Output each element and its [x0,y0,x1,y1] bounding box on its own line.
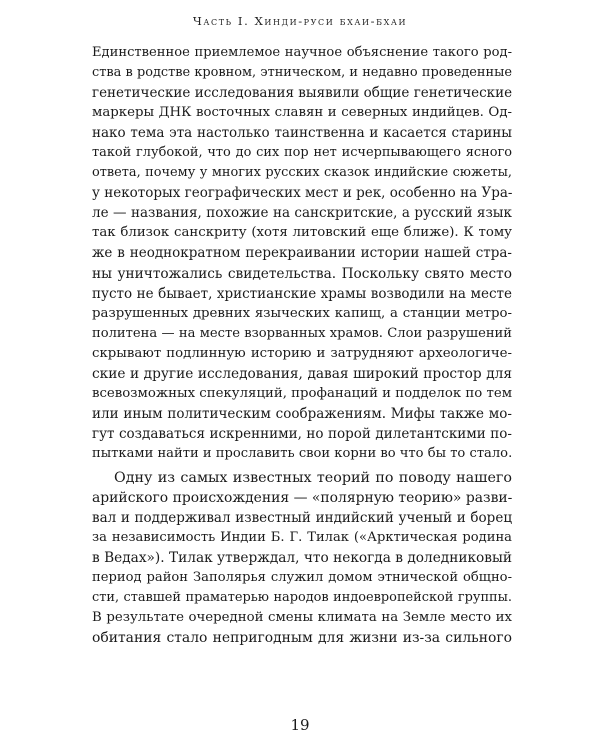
running-head: Часть I. Хинди-руси бхаи-бхаи [192,14,408,28]
text-line: ны уничтожались свидетельства. Поскольку свято место [92,265,512,282]
text-line: за независимость Индии Б. Г. Тилак («Арктическая родина [92,530,512,546]
text-line: нако тема эта настолько таинственна и касается старины [92,125,512,142]
text-line: же в неоднократном перекраивании истории нашей стра- [92,245,512,262]
text-line: ские и другие исследования, давая широкий простор для [92,365,512,382]
text-line: период район Заполярья служил домом этнической общно- [92,570,512,586]
text-line: пусто не бывает, христианские храмы возводили на месте [92,285,512,302]
text-line: обитания стало непригодным для жизни из-за сильного [92,630,512,647]
paragraph [92,468,512,648]
text-line: гут создаваться искренними, но порой дилетантскими по- [92,425,512,442]
text-line: Одну из самых известных теорий по поводу нашего [114,469,512,486]
paragraph [92,43,512,464]
text-line: у некоторых географических мест и рек, особенно на Ура- [92,185,513,202]
text-line: генетические исследования выявили общие генетические [92,85,513,102]
text-line: разрушенных древних языческих капищ, а станции метро- [92,305,512,321]
text-line: политена — на месте взорванных храмов. Слои разрушений [92,325,512,341]
text-line: пытками найти и прославить свои корни во что бы то стало. [92,445,513,461]
body-text [92,43,512,648]
text-line: так близок санскриту (хотя литовский еще ближе). К тому [92,225,512,241]
text-line: в Ведах»). Тилак утверждал, что некогда в доледниковый [92,550,512,567]
text-line: Единственное приемлемое научное объяснение такого род- [92,45,512,60]
text-line: ле — названия, похожие на санскритские, а русский язык [92,205,512,222]
text-line: сти, ставшей праматерью народов индоевропейской группы. [92,590,512,606]
text-line: такой глубокой, что до сих пор нет исчерпывающего ясного [92,145,512,161]
text-line: В результате очередной смены климата на Земле место их [92,610,512,626]
text-line: вал и поддерживал известный индийский ученый и борец [92,510,512,527]
text-line: маркеры ДНК восточных славян и северных индийцев. Од- [92,105,512,121]
text-line: ответа, почему у многих русских сказок индийские сюжеты, [92,165,512,181]
text-line: всевозможных спекуляций, профанаций и подделок по тем [92,385,513,401]
text-line: ства в родстве кровном, этническом, и недавно проведенные [92,65,512,81]
text-line: или иным политическим соображениям. Мифы также мо- [92,405,512,422]
text-line: скрывают подлинную историю и затрудняют археологиче- [92,345,512,361]
text-line: арийского происхождения — «полярную теорию» разви- [92,490,513,507]
page-number: 19 [290,716,310,734]
